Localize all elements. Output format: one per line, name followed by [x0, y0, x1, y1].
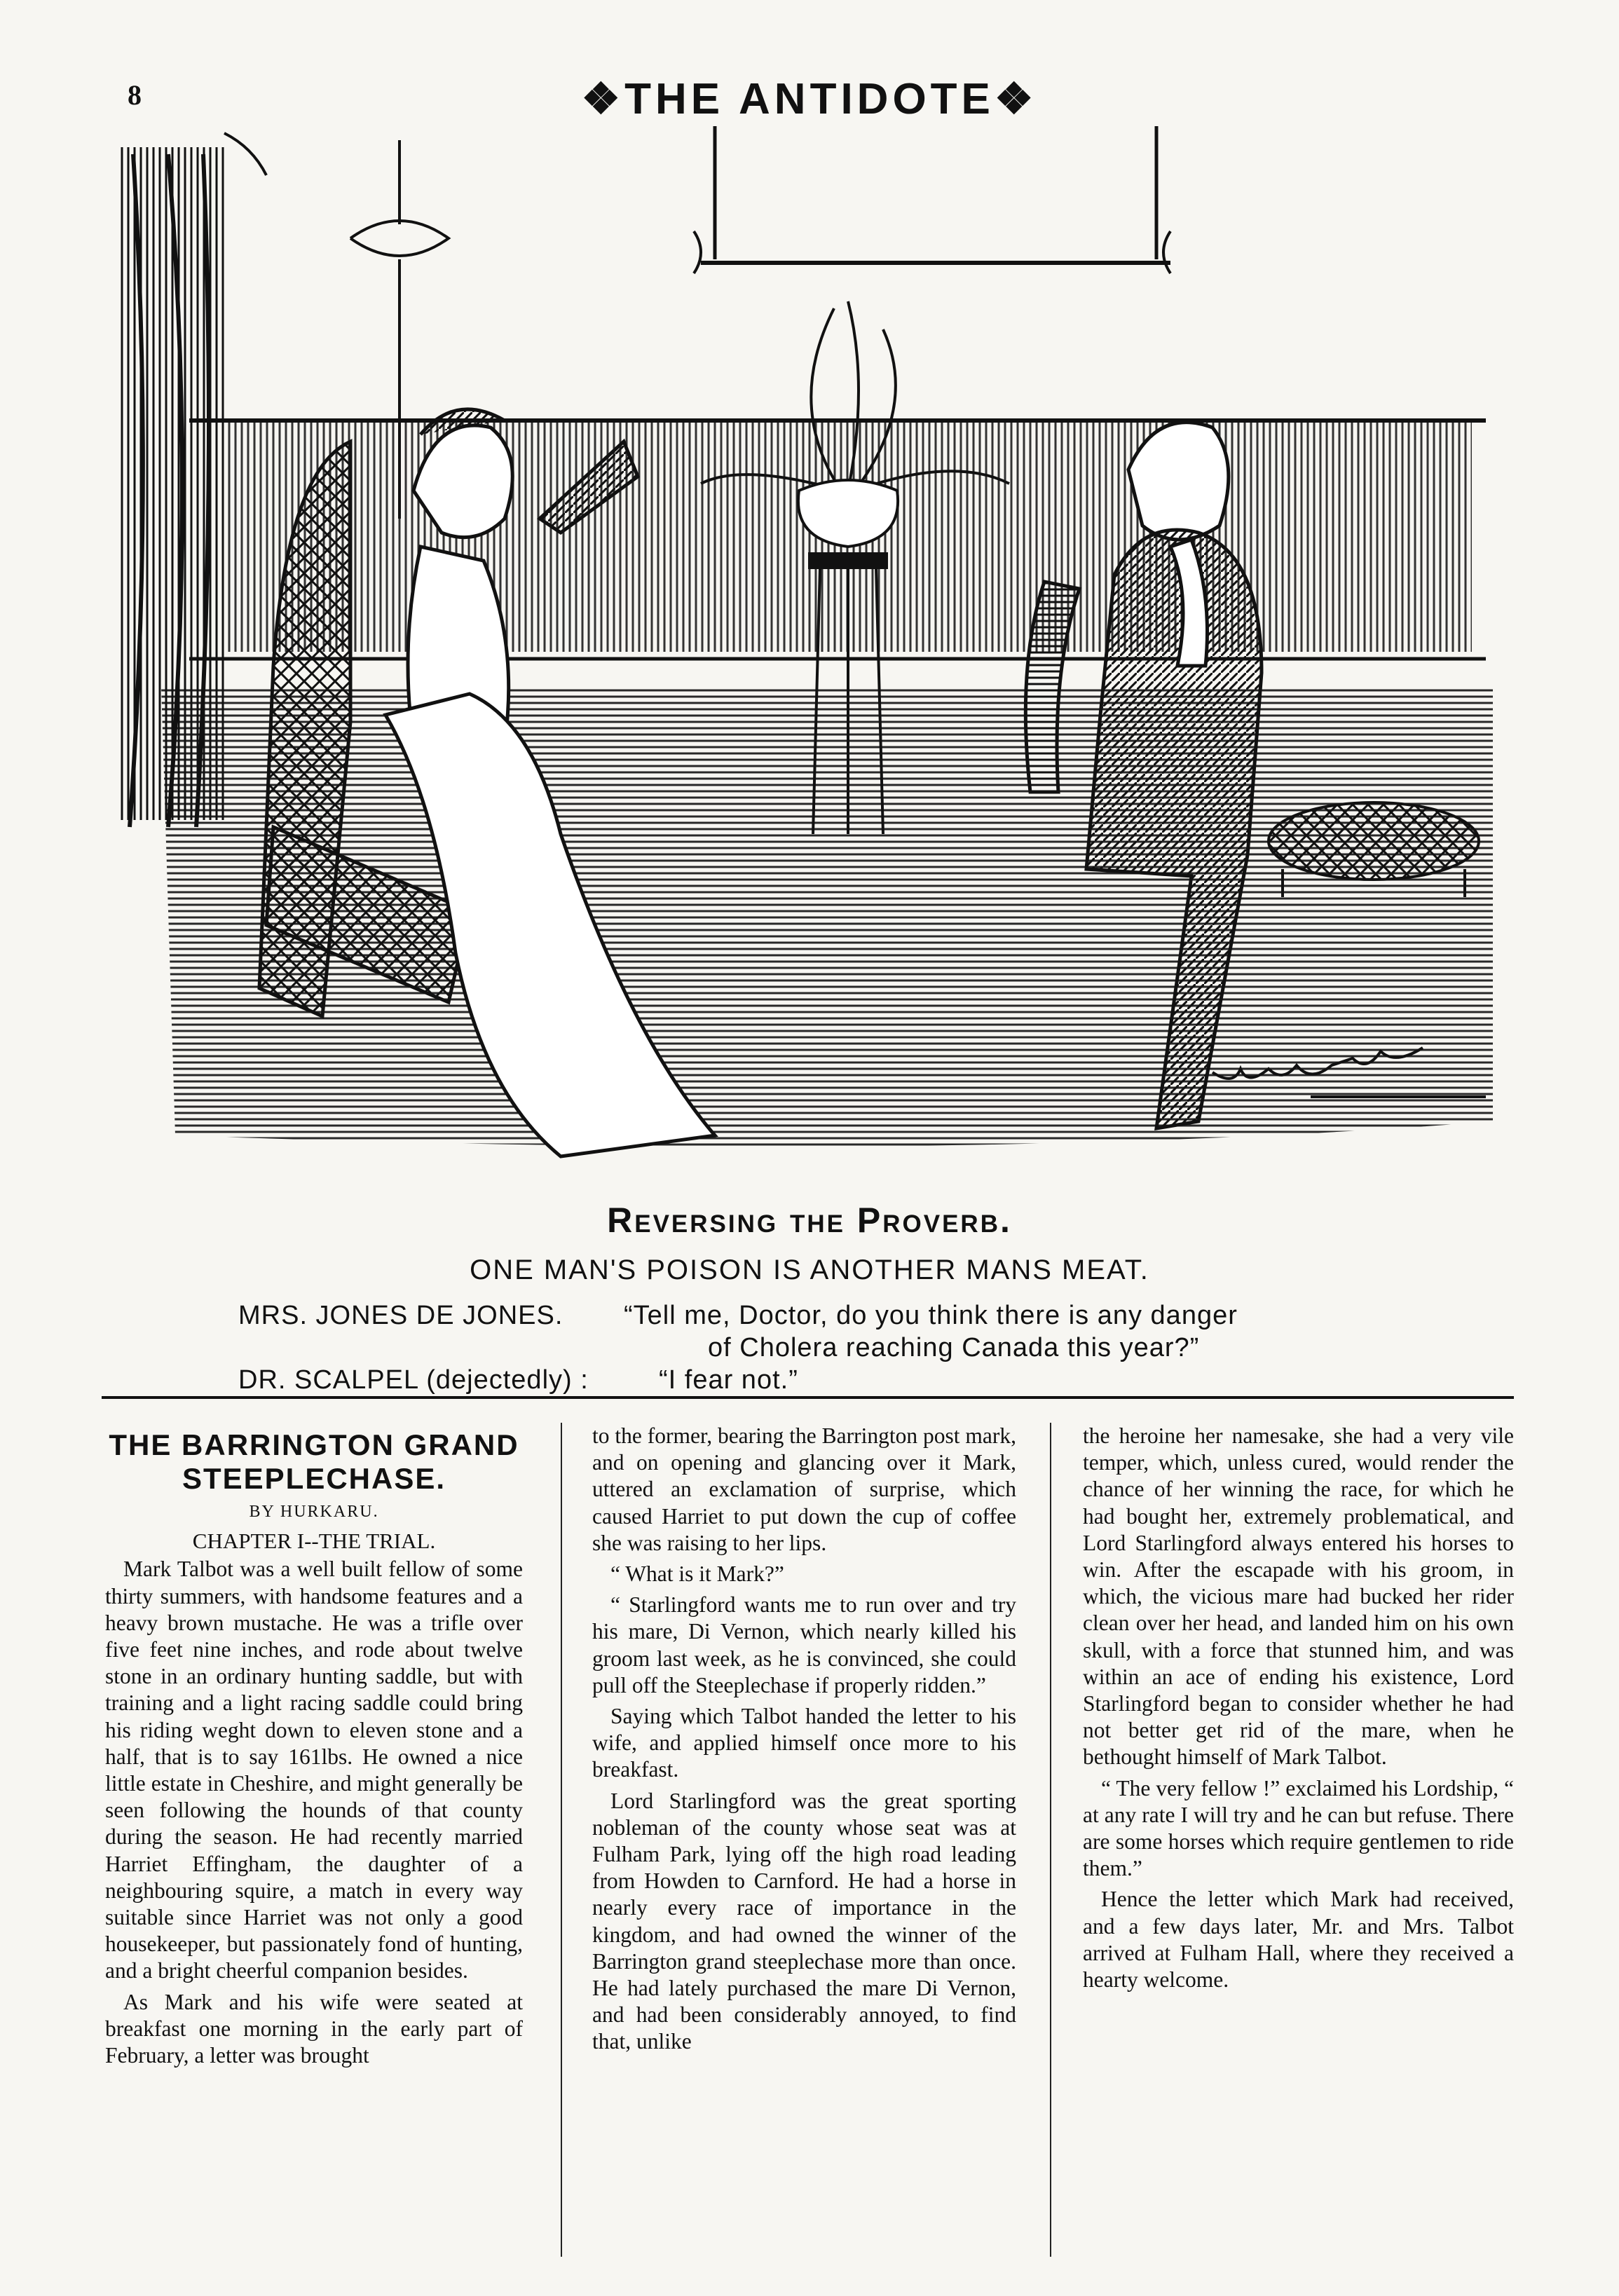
- picture-frame: [694, 126, 1170, 273]
- page-number: 8: [128, 79, 142, 111]
- section-rule: [102, 1396, 1514, 1399]
- story-column-1: [105, 1423, 523, 2073]
- cartoon-subtitle: ONE MAN'S POISON IS ANOTHER MANS MEAT.: [470, 1255, 1149, 1285]
- dialogue-line: of Cholera reaching Canada this year?”: [708, 1333, 1200, 1362]
- cartoon-illustration: [119, 126, 1521, 1198]
- paragraph: “ The very fellow !” exclaimed his Lordship, “ at any rate I will try and he can but refuse. There are some horses which require gentlemen to ride them.”: [1083, 1775, 1514, 1881]
- paragraph: to the former, bearing the Barrington post mark, and on opening and glancing over it Mark, uttered an exclamation of surprise, which caused Harriet to put down the cup of coffee she was raising to her lips.: [592, 1423, 1016, 1555]
- story-column-2: [592, 1423, 1016, 2060]
- speaker-mrs-jones: MRS. JONES DE JONES.: [238, 1301, 563, 1330]
- paragraph: Hence the letter which Mark had received, and a few days later, Mr. and Mrs. Talbot arrived at Fulham Hall, where they received a hearty welcome.: [1083, 1887, 1514, 1993]
- column-divider: [561, 1423, 562, 2257]
- paragraph: “ What is it Mark?”: [610, 1562, 784, 1587]
- paragraph: As Mark and his wife were seated at breakfast one morning in the early part of February, a letter was brought: [105, 1989, 523, 2068]
- cartoon-title: Reversing the Proverb.: [607, 1201, 1012, 1240]
- story-column-3: [1083, 1423, 1514, 1997]
- dialogue-line: “Tell me, Doctor, do you think there is any danger: [624, 1301, 1238, 1330]
- chapter-heading: CHAPTER I--THE TRIAL.: [192, 1529, 436, 1554]
- paragraph: the heroine her namesake, she had a very vile temper, which, unless cured, would render the chance of her winning the race, for which he had bought her, extremely problematical, and Lord Starlingford always entered his horses to win. After the escapade with his groom, in which, the vicious mare had bucked her rider clean over her head, and landed him on his own skull, with a force that stunned him, and was within an ace of ending his existence, Lord Starlingford began to consider whether he had not better get rid of the mare, when he bethought himself of Mark Talbot.: [1083, 1423, 1514, 1770]
- paragraph: Saying which Talbot handed the letter to his wife, and applied himself once more to his breakfast.: [592, 1704, 1016, 1782]
- paragraph: Lord Starlingford was the great sporting nobleman of the county whose seat was at Fulham Park, lying off the high road leading from Howden to Carnford. He had a horse in nearly every race of importance in the kingdom, and had owned the winner of the Barrington grand steeplechase more than once. He had lately purchased the mare Di Vernon, and had been considerably annoyed, to find that, unlike: [592, 1788, 1016, 2054]
- paragraph: Mark Talbot was a well built fellow of some thirty summers, with handsome features and a heavy brown mustache. He was a trifle over five feet nine inches, and rode about twelve stone in an ordinary hunting saddle, but with training and a light racing saddle could bring his riding weght down to eleven stone and a half, that is to say 161lbs. He owned a nice little estate in Cheshire, and might generally be seen following the hounds of that county during the season. He had recently married Harriet Effingham, the daughter of a neighbouring squire, a match in every way suitable since Harriet was not only a good housekeeper, but passionately fond of hunting, and a bright cheerful companion besides.: [105, 1557, 523, 1983]
- dialogue-line: “I fear not.”: [659, 1365, 798, 1395]
- masthead: ❖THE ANTIDOTE❖: [581, 75, 1038, 123]
- paragraph: “ Starlingford wants me to run over and try his mare, Di Vernon, which nearly killed his groom last week, as he is convinced, she could pull off the Steeplechase if properly ridden.”: [592, 1592, 1016, 1697]
- story-title: THE BARRINGTON GRAND STEEPLECHASE.: [109, 1428, 519, 1495]
- speaker-dr-scalpel: DR. SCALPEL (dejectedly) :: [238, 1365, 589, 1395]
- column-divider: [1050, 1423, 1051, 2257]
- story-byline: BY HURKARU.: [249, 1503, 379, 1521]
